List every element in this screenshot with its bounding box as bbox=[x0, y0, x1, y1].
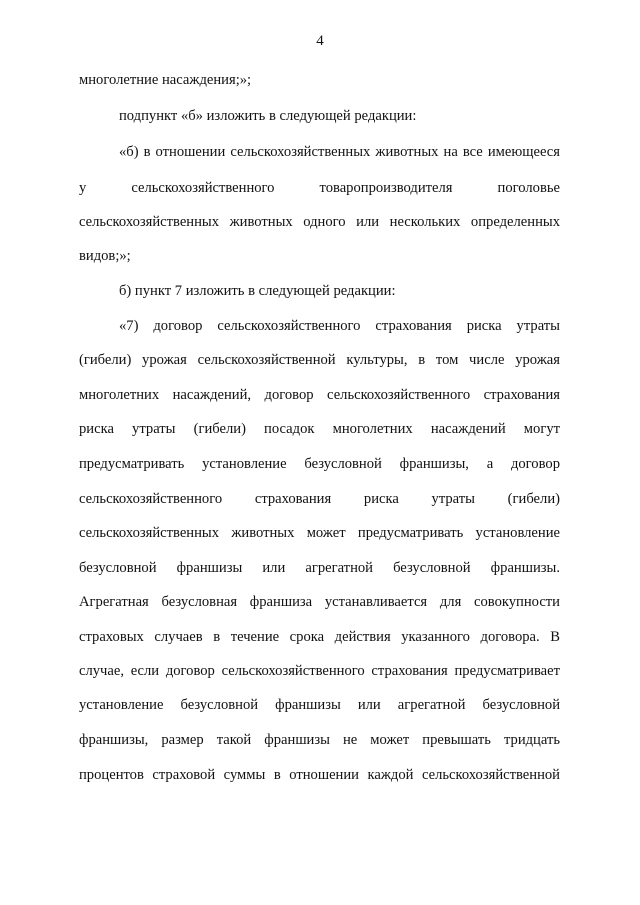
text-line: случае, если договор сельскохозяйственного страхования предусматривает bbox=[79, 663, 560, 679]
text-line: б) пункт 7 изложить в следующей редакции: bbox=[119, 283, 396, 299]
text-line: франшизы, размер такой франшизы не может превышать тридцать bbox=[79, 732, 560, 748]
text-line: предусматривать установление безусловной франшизы, а договор bbox=[79, 456, 560, 472]
text-line: подпункт «б» изложить в следующей редакции: bbox=[119, 108, 417, 124]
text-line: (гибели) урожая сельскохозяйственной культуры, в том числе урожая bbox=[79, 352, 560, 368]
text-line: «7) договор сельскохозяйственного страхования риска утраты bbox=[119, 318, 560, 334]
text-line: сельскохозяйственного страхования риска утраты (гибели) bbox=[79, 491, 560, 507]
text-line: видов;»; bbox=[79, 248, 131, 264]
text-line: сельскохозяйственных животных может предусматривать установление bbox=[79, 525, 560, 541]
text-line: сельскохозяйственных животных одного или нескольких определенных bbox=[79, 214, 560, 230]
page-number: 4 bbox=[316, 33, 324, 49]
text-line: многолетние насаждения;»; bbox=[79, 72, 252, 88]
text-line: процентов страховой суммы в отношении каждой сельскохозяйственной bbox=[79, 767, 560, 783]
text-line: многолетних насаждений, договор сельскохозяйственного страхования bbox=[79, 387, 560, 403]
text-line: риска утраты (гибели) посадок многолетних насаждений могут bbox=[79, 421, 560, 437]
text-line: «б) в отношении сельскохозяйственных животных на все имеющееся bbox=[119, 144, 560, 160]
text-line: установление безусловной франшизы или агрегатной безусловной bbox=[79, 697, 560, 713]
text-line: страховых случаев в течение срока действия указанного договора. В bbox=[79, 629, 560, 645]
text-line: Агрегатная безусловная франшиза устанавливается для совокупности bbox=[79, 594, 560, 610]
text-line: безусловной франшизы или агрегатной безусловной франшизы. bbox=[79, 560, 560, 576]
text-line: у сельскохозяйственного товаропроизводителя поголовье bbox=[79, 180, 560, 196]
